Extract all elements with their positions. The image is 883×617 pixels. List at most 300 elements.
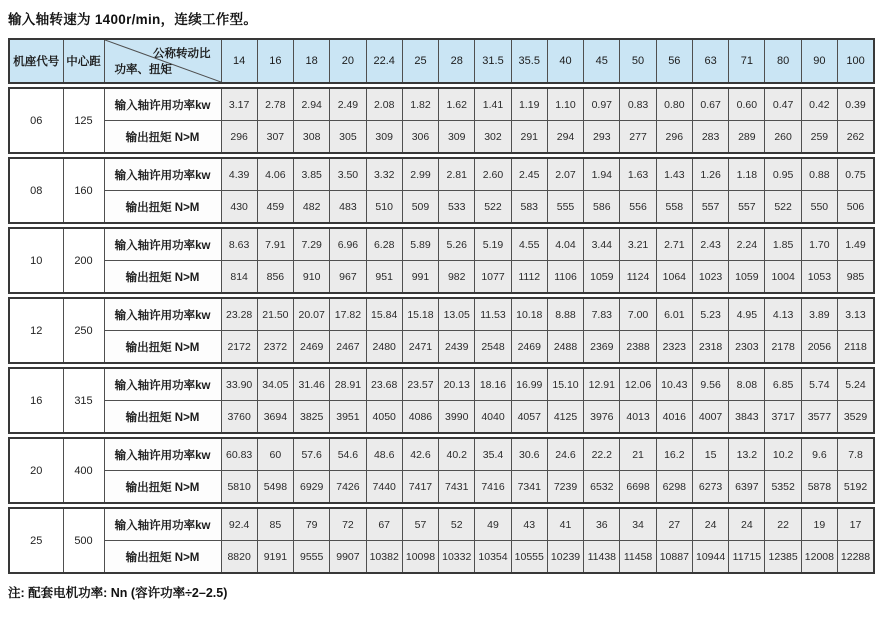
power-value-cell: 2.60 [475,158,511,191]
center-distance-cell: 500 [63,508,104,573]
torque-value-cell: 483 [330,191,366,224]
torque-value-cell: 307 [257,121,293,154]
power-value-cell: 15.10 [547,368,583,401]
power-value-cell: 7.91 [257,228,293,261]
power-value-cell: 35.4 [475,438,511,471]
power-value-cell: 49 [475,508,511,541]
power-value-cell: 2.49 [330,88,366,121]
torque-value-cell: 5498 [257,471,293,504]
power-value-cell: 1.82 [402,88,438,121]
torque-value-cell: 985 [838,261,874,294]
torque-value-cell: 10332 [439,541,475,574]
power-value-cell: 2.43 [692,228,728,261]
ratio-header-cell: 22.4 [366,39,402,83]
torque-row [9,121,874,154]
ratio-header-cell: 56 [656,39,692,83]
torque-value-cell: 306 [402,121,438,154]
power-value-cell: 1.63 [620,158,656,191]
power-value-cell: 1.43 [656,158,692,191]
torque-value-cell: 2469 [511,331,547,364]
torque-value-cell: 10239 [547,541,583,574]
torque-value-cell: 1064 [656,261,692,294]
power-value-cell: 20.07 [294,298,330,331]
power-value-cell: 20.13 [439,368,475,401]
torque-value-cell: 308 [294,121,330,154]
power-value-cell: 5.24 [838,368,874,401]
power-value-cell: 27 [656,508,692,541]
frame-code-cell: 10 [9,228,63,293]
torque-row [9,191,874,224]
torque-value-cell: 1112 [511,261,547,294]
power-value-cell: 1.10 [547,88,583,121]
torque-value-cell: 10382 [366,541,402,574]
power-value-cell: 48.6 [366,438,402,471]
power-value-cell: 7.8 [838,438,874,471]
torque-value-cell: 294 [547,121,583,154]
ratio-header-cell: 25 [402,39,438,83]
power-value-cell: 3.50 [330,158,366,191]
ratio-header-cell: 50 [620,39,656,83]
torque-value-cell: 6397 [729,471,765,504]
torque-value-cell: 296 [221,121,257,154]
torque-row [9,471,874,504]
ratio-header-cell: 35.5 [511,39,547,83]
power-value-cell: 2.08 [366,88,402,121]
torque-value-cell: 1053 [801,261,837,294]
torque-value-cell: 11715 [729,541,765,574]
power-value-cell: 5.19 [475,228,511,261]
power-value-cell: 2.78 [257,88,293,121]
header-frame-code: 机座代号 [9,39,63,83]
power-row [9,438,874,471]
power-row-label: 输入轴许用功率kw [104,368,221,401]
torque-value-cell: 3990 [439,401,475,434]
ratio-header-cell: 90 [801,39,837,83]
power-value-cell: 8.63 [221,228,257,261]
power-value-cell: 0.95 [765,158,801,191]
torque-value-cell: 3577 [801,401,837,434]
torque-value-cell: 2548 [475,331,511,364]
torque-row-label: 输出扭矩 N>M [104,331,221,364]
torque-row [9,541,874,574]
center-distance-cell: 200 [63,228,104,293]
power-value-cell: 10.43 [656,368,692,401]
power-value-cell: 3.85 [294,158,330,191]
power-value-cell: 7.29 [294,228,330,261]
table-body-blocks [8,87,875,574]
block-body [9,158,874,223]
power-row-label: 输入轴许用功率kw [104,88,221,121]
power-value-cell: 0.39 [838,88,874,121]
torque-value-cell: 259 [801,121,837,154]
block-body [9,368,874,433]
torque-value-cell: 7416 [475,471,511,504]
power-value-cell: 52 [439,508,475,541]
power-value-cell: 3.89 [801,298,837,331]
table-block [8,367,875,434]
torque-value-cell: 586 [584,191,620,224]
torque-value-cell: 533 [439,191,475,224]
power-value-cell: 12.06 [620,368,656,401]
center-distance-cell: 160 [63,158,104,223]
power-row-label: 输入轴许用功率kw [104,438,221,471]
frame-code-cell: 12 [9,298,63,363]
torque-value-cell: 2488 [547,331,583,364]
torque-value-cell: 4007 [692,401,728,434]
torque-value-cell: 2388 [620,331,656,364]
power-value-cell: 0.88 [801,158,837,191]
power-value-cell: 0.42 [801,88,837,121]
header-row [9,39,874,83]
power-value-cell: 23.28 [221,298,257,331]
table-block [8,507,875,574]
power-value-cell: 31.46 [294,368,330,401]
torque-value-cell: 557 [729,191,765,224]
power-value-cell: 0.47 [765,88,801,121]
block-body [9,298,874,363]
power-value-cell: 42.6 [402,438,438,471]
power-row [9,298,874,331]
power-value-cell: 0.83 [620,88,656,121]
spec-table [8,38,875,574]
torque-value-cell: 2118 [838,331,874,364]
footnote: 注: 配套电机功率: Nn (容许功率÷2–2.5) [8,586,228,600]
power-value-cell: 12.91 [584,368,620,401]
power-value-cell: 9.56 [692,368,728,401]
torque-value-cell: 3694 [257,401,293,434]
power-value-cell: 10.18 [511,298,547,331]
table-block [8,227,875,294]
power-value-cell: 9.6 [801,438,837,471]
torque-row [9,401,874,434]
power-value-cell: 43 [511,508,547,541]
torque-value-cell: 7426 [330,471,366,504]
torque-value-cell: 3976 [584,401,620,434]
power-value-cell: 2.45 [511,158,547,191]
block-body [9,228,874,293]
torque-value-cell: 7440 [366,471,402,504]
torque-value-cell: 3529 [838,401,874,434]
torque-value-cell: 2172 [221,331,257,364]
torque-value-cell: 309 [366,121,402,154]
power-value-cell: 4.95 [729,298,765,331]
power-value-cell: 5.23 [692,298,728,331]
power-value-cell: 0.67 [692,88,728,121]
torque-row-label: 输出扭矩 N>M [104,261,221,294]
frame-code-cell: 20 [9,438,63,503]
power-value-cell: 2.81 [439,158,475,191]
torque-value-cell: 967 [330,261,366,294]
torque-value-cell: 11458 [620,541,656,574]
torque-value-cell: 2323 [656,331,692,364]
table-block [8,87,875,154]
torque-value-cell: 509 [402,191,438,224]
torque-value-cell: 2372 [257,331,293,364]
torque-value-cell: 2318 [692,331,728,364]
torque-value-cell: 6298 [656,471,692,504]
torque-value-cell: 296 [656,121,692,154]
power-value-cell: 30.6 [511,438,547,471]
torque-row [9,261,874,294]
power-value-cell: 72 [330,508,366,541]
torque-value-cell: 5192 [838,471,874,504]
power-value-cell: 13.2 [729,438,765,471]
torque-value-cell: 5878 [801,471,837,504]
power-value-cell: 57 [402,508,438,541]
power-value-cell: 3.21 [620,228,656,261]
torque-value-cell: 1059 [729,261,765,294]
torque-value-cell: 2303 [729,331,765,364]
ratio-header-cell: 18 [294,39,330,83]
power-value-cell: 21.50 [257,298,293,331]
torque-value-cell: 5352 [765,471,801,504]
torque-value-cell: 2467 [330,331,366,364]
power-value-cell: 34 [620,508,656,541]
power-value-cell: 21 [620,438,656,471]
power-value-cell: 5.89 [402,228,438,261]
block-body [9,438,874,503]
ratio-header-cell: 14 [221,39,257,83]
ratio-header-cell: 28 [439,39,475,83]
torque-value-cell: 814 [221,261,257,294]
torque-value-cell: 277 [620,121,656,154]
torque-value-cell: 6698 [620,471,656,504]
power-value-cell: 92.4 [221,508,257,541]
torque-value-cell: 10098 [402,541,438,574]
power-value-cell: 1.70 [801,228,837,261]
power-value-cell: 22 [765,508,801,541]
torque-value-cell: 11438 [584,541,620,574]
torque-row-label: 输出扭矩 N>M [104,191,221,224]
center-distance-cell: 250 [63,298,104,363]
torque-value-cell: 991 [402,261,438,294]
power-value-cell: 33.90 [221,368,257,401]
torque-value-cell: 3717 [765,401,801,434]
power-value-cell: 3.13 [838,298,874,331]
torque-value-cell: 522 [765,191,801,224]
torque-value-cell: 459 [257,191,293,224]
table-block [8,297,875,364]
torque-value-cell: 8820 [221,541,257,574]
torque-value-cell: 309 [439,121,475,154]
torque-value-cell: 289 [729,121,765,154]
torque-value-cell: 293 [584,121,620,154]
power-value-cell: 60.83 [221,438,257,471]
power-value-cell: 1.26 [692,158,728,191]
torque-value-cell: 583 [511,191,547,224]
power-value-cell: 24 [729,508,765,541]
power-value-cell: 24 [692,508,728,541]
torque-value-cell: 4013 [620,401,656,434]
ratio-header-cell: 20 [330,39,366,83]
torque-value-cell: 2471 [402,331,438,364]
torque-value-cell: 555 [547,191,583,224]
power-row [9,368,874,401]
power-value-cell: 28.91 [330,368,366,401]
power-value-cell: 2.71 [656,228,692,261]
power-row [9,508,874,541]
power-value-cell: 0.97 [584,88,620,121]
torque-value-cell: 522 [475,191,511,224]
ratio-header-cell: 63 [692,39,728,83]
power-value-cell: 41 [547,508,583,541]
torque-value-cell: 291 [511,121,547,154]
block-body [9,508,874,573]
power-value-cell: 7.00 [620,298,656,331]
torque-value-cell: 1124 [620,261,656,294]
torque-value-cell: 5810 [221,471,257,504]
power-value-cell: 2.24 [729,228,765,261]
power-value-cell: 23.68 [366,368,402,401]
torque-value-cell: 4040 [475,401,511,434]
power-value-cell: 15 [692,438,728,471]
torque-value-cell: 1059 [584,261,620,294]
power-value-cell: 4.06 [257,158,293,191]
power-value-cell: 6.85 [765,368,801,401]
torque-value-cell: 856 [257,261,293,294]
ratio-header-cell: 100 [838,39,874,83]
power-value-cell: 18.16 [475,368,511,401]
power-value-cell: 16.2 [656,438,692,471]
torque-value-cell: 10555 [511,541,547,574]
power-value-cell: 54.6 [330,438,366,471]
power-value-cell: 1.94 [584,158,620,191]
power-value-cell: 1.49 [838,228,874,261]
torque-value-cell: 7239 [547,471,583,504]
center-distance-cell: 400 [63,438,104,503]
power-value-cell: 4.04 [547,228,583,261]
torque-value-cell: 2178 [765,331,801,364]
power-value-cell: 60 [257,438,293,471]
power-value-cell: 23.57 [402,368,438,401]
torque-value-cell: 3760 [221,401,257,434]
torque-value-cell: 510 [366,191,402,224]
torque-value-cell: 4086 [402,401,438,434]
torque-value-cell: 7431 [439,471,475,504]
torque-value-cell: 910 [294,261,330,294]
power-value-cell: 1.62 [439,88,475,121]
power-value-cell: 5.26 [439,228,475,261]
power-value-cell: 2.99 [402,158,438,191]
torque-value-cell: 10887 [656,541,692,574]
power-value-cell: 6.28 [366,228,402,261]
power-value-cell: 19 [801,508,837,541]
power-value-cell: 1.19 [511,88,547,121]
power-value-cell: 8.88 [547,298,583,331]
torque-value-cell: 4057 [511,401,547,434]
torque-value-cell: 305 [330,121,366,154]
table-header [8,38,875,84]
power-value-cell: 1.41 [475,88,511,121]
power-value-cell: 8.08 [729,368,765,401]
ratio-header-cell: 31.5 [475,39,511,83]
power-value-cell: 3.44 [584,228,620,261]
power-value-cell: 79 [294,508,330,541]
torque-row-label: 输出扭矩 N>M [104,541,221,574]
torque-value-cell: 10354 [475,541,511,574]
table-block [8,437,875,504]
torque-value-cell: 1023 [692,261,728,294]
power-value-cell: 1.85 [765,228,801,261]
torque-value-cell: 506 [838,191,874,224]
power-value-cell: 17.82 [330,298,366,331]
frame-code-cell: 08 [9,158,63,223]
frame-code-cell: 25 [9,508,63,573]
power-value-cell: 0.75 [838,158,874,191]
torque-row-label: 输出扭矩 N>M [104,471,221,504]
torque-value-cell: 1077 [475,261,511,294]
power-value-cell: 22.2 [584,438,620,471]
torque-value-cell: 951 [366,261,402,294]
block-body [9,88,874,153]
torque-value-cell: 2480 [366,331,402,364]
torque-value-cell: 12385 [765,541,801,574]
ratio-header-cell: 40 [547,39,583,83]
torque-value-cell: 982 [439,261,475,294]
torque-value-cell: 262 [838,121,874,154]
power-value-cell: 6.96 [330,228,366,261]
power-value-cell: 2.94 [294,88,330,121]
torque-row-label: 输出扭矩 N>M [104,121,221,154]
torque-row [9,331,874,364]
power-value-cell: 4.55 [511,228,547,261]
torque-value-cell: 9191 [257,541,293,574]
power-value-cell: 3.32 [366,158,402,191]
power-value-cell: 24.6 [547,438,583,471]
torque-row-label: 输出扭矩 N>M [104,401,221,434]
power-value-cell: 40.2 [439,438,475,471]
torque-value-cell: 302 [475,121,511,154]
power-value-cell: 17 [838,508,874,541]
power-value-cell: 11.53 [475,298,511,331]
torque-value-cell: 12288 [838,541,874,574]
power-value-cell: 13.05 [439,298,475,331]
torque-value-cell: 4016 [656,401,692,434]
torque-value-cell: 7417 [402,471,438,504]
power-value-cell: 2.07 [547,158,583,191]
power-value-cell: 4.13 [765,298,801,331]
torque-value-cell: 482 [294,191,330,224]
frame-code-cell: 16 [9,368,63,433]
power-value-cell: 67 [366,508,402,541]
power-value-cell: 10.2 [765,438,801,471]
center-distance-cell: 315 [63,368,104,433]
power-row [9,88,874,121]
power-value-cell: 57.6 [294,438,330,471]
torque-value-cell: 6273 [692,471,728,504]
power-value-cell: 4.39 [221,158,257,191]
torque-value-cell: 3951 [330,401,366,434]
power-value-cell: 3.17 [221,88,257,121]
power-value-cell: 15.84 [366,298,402,331]
power-value-cell: 15.18 [402,298,438,331]
torque-value-cell: 3843 [729,401,765,434]
table-block [8,157,875,224]
ratio-header-cell: 71 [729,39,765,83]
ratio-header-cell: 45 [584,39,620,83]
torque-value-cell: 2439 [439,331,475,364]
torque-value-cell: 283 [692,121,728,154]
header-diagonal-cell [104,39,221,83]
power-value-cell: 7.83 [584,298,620,331]
ratio-header-cell: 16 [257,39,293,83]
torque-value-cell: 9907 [330,541,366,574]
page-title: 输入轴转速为 1400r/min，连续工作型。 [8,12,258,27]
power-value-cell: 36 [584,508,620,541]
ratio-header-cell: 80 [765,39,801,83]
power-value-cell: 0.80 [656,88,692,121]
power-value-cell: 1.18 [729,158,765,191]
